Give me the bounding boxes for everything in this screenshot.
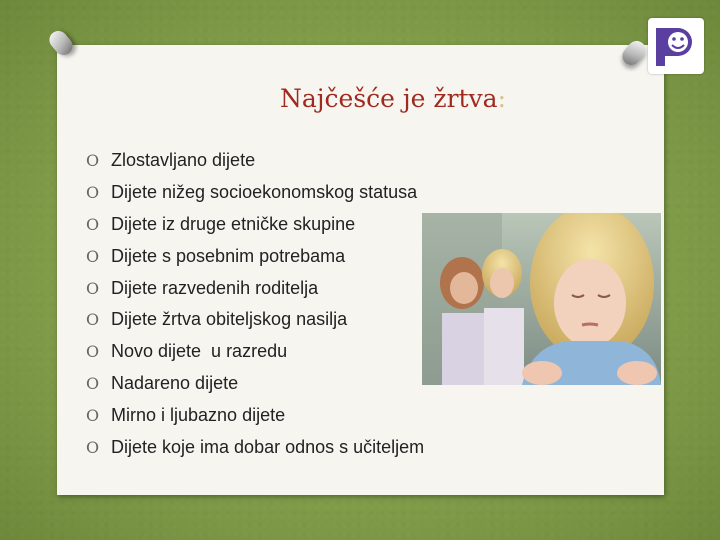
bullet-icon: O	[86, 183, 100, 203]
bullet-icon: O	[86, 373, 100, 393]
victim-list	[86, 145, 424, 463]
list-item-label: Dijete s posebnim potrebama	[111, 245, 346, 266]
list-item-label: Dijete razvedenih roditelja	[111, 277, 319, 298]
bullet-icon: O	[86, 214, 100, 234]
list-item-label: Dijete žrtva obiteljskog nasilja	[111, 309, 348, 330]
list-item	[86, 399, 424, 431]
list-item-label: Nadareno dijete	[111, 372, 239, 393]
list-item	[86, 368, 424, 400]
bullet-icon: O	[86, 405, 100, 425]
list-item-label: Mirno i ljubazno dijete	[111, 404, 286, 425]
list-item	[86, 209, 424, 241]
bullet-icon: O	[86, 278, 100, 298]
list-item	[86, 336, 424, 368]
list-item	[86, 145, 424, 177]
list-item-label: Zlostavljano dijete	[111, 150, 256, 171]
slide-title: Najčešće je žrtva:	[280, 84, 507, 113]
children-photo	[422, 213, 661, 385]
list-item-label: Dijete nižeg socioekonomskog statusa	[111, 182, 418, 203]
bullet-icon: O	[86, 246, 100, 266]
bullet-icon: O	[86, 151, 100, 171]
list-item	[86, 240, 424, 272]
bullet-icon: O	[86, 310, 100, 330]
list-item-label: Dijete koje ima dobar odnos s učiteljem	[111, 436, 425, 457]
smiley-p-logo-icon	[648, 18, 704, 74]
list-item	[86, 272, 424, 304]
list-item	[86, 177, 424, 209]
bullet-icon: O	[86, 437, 100, 457]
list-item	[86, 304, 424, 336]
bullet-icon: O	[86, 342, 100, 362]
list-item-label: Novo dijete u razredu	[111, 341, 288, 362]
list-item	[86, 431, 424, 463]
list-item-label: Dijete iz druge etničke skupine	[111, 213, 356, 234]
